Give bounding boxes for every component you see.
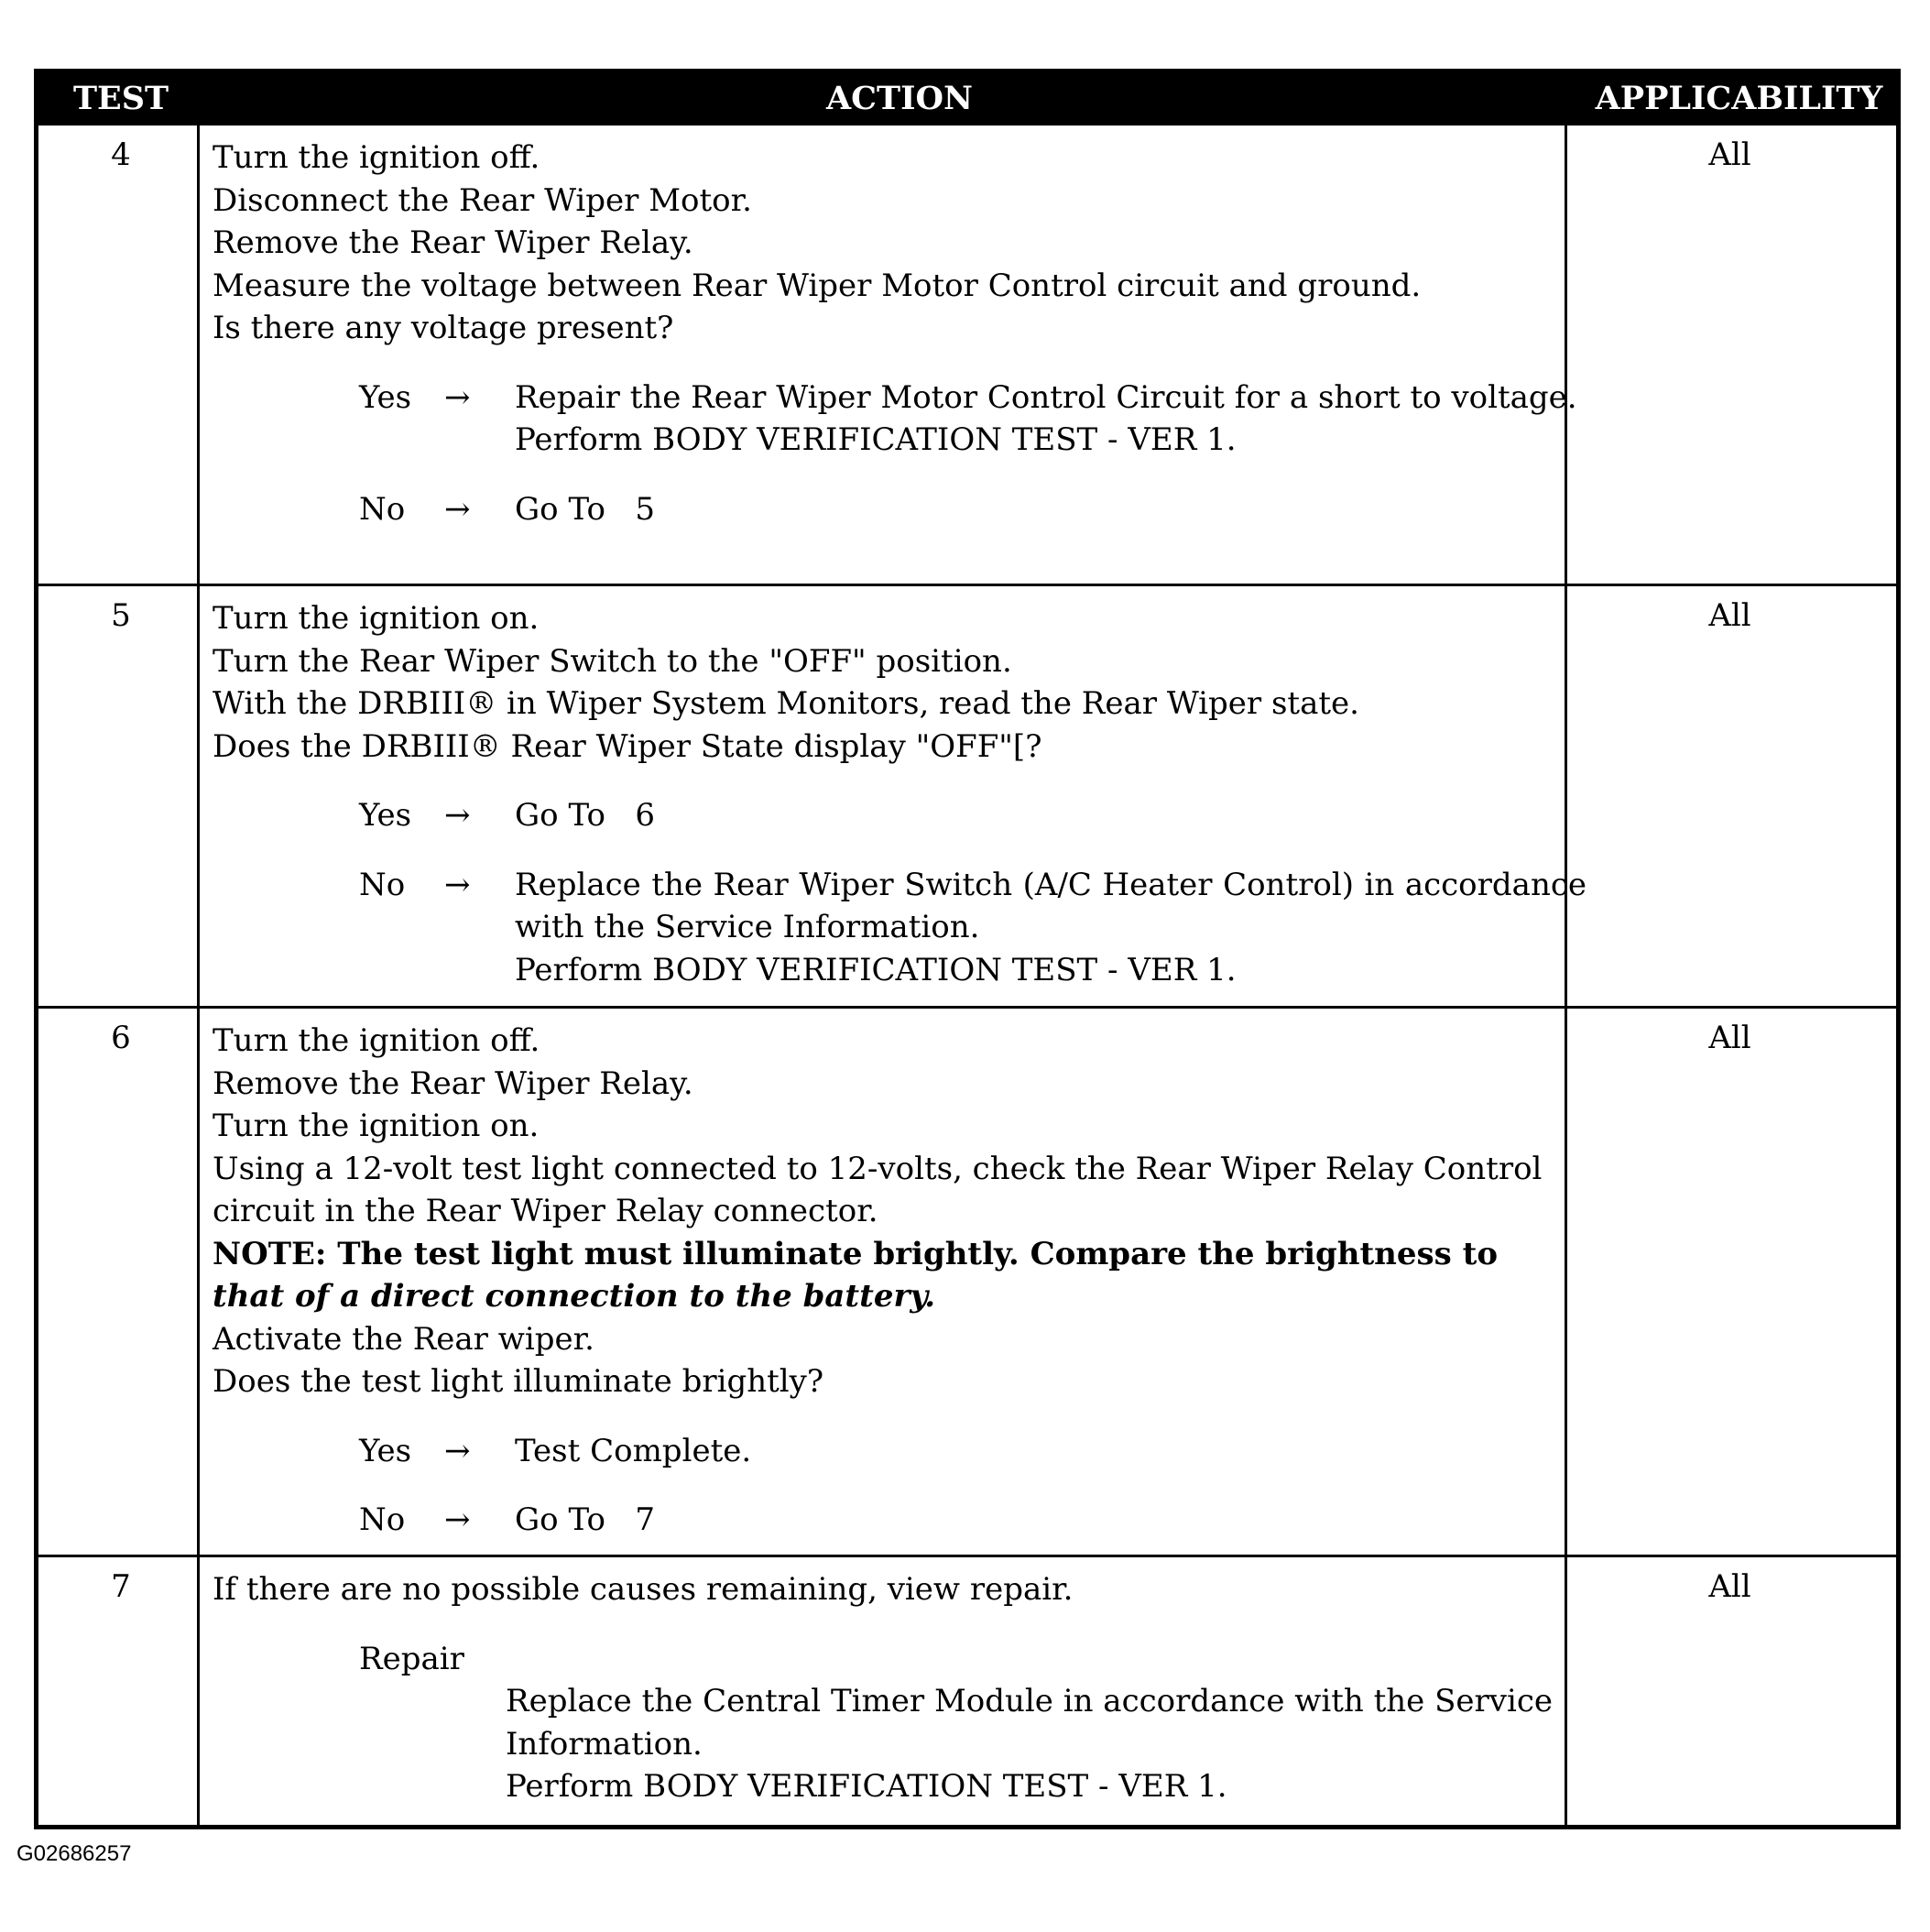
branch-line: Perform BODY VERIFICATION TEST - VER 1. [515, 421, 1237, 458]
table-header [38, 73, 1896, 126]
branch-label: Yes [359, 797, 412, 834]
repair-label: Repair [359, 1640, 464, 1677]
repair-text [506, 1680, 1587, 1808]
figure-code: G02686257 [16, 1841, 132, 1866]
repair-line: Replace the Central Timer Module in accordance with the Service Information. [506, 1683, 1554, 1763]
step-text: Using a 12-volt test light connected to 12-volts, check the Rear Wiper Relay Control circuit in the Rear Wiper Relay connector. [213, 1150, 1543, 1229]
arrow-icon: → [444, 866, 471, 903]
applicability-cell: All [1708, 1020, 1751, 1056]
repair-line: Perform BODY VERIFICATION TEST - VER 1. [506, 1768, 1227, 1805]
arrow-icon: → [444, 378, 471, 416]
branch-label: No [359, 866, 406, 903]
note-text: NOTE: The test light must illuminate brightly. Compare the brightness to [213, 1235, 1499, 1272]
branch-line: Go To 6 [515, 797, 655, 834]
step-text: Turn the ignition off. [213, 139, 540, 176]
step-text: With the DRBIII® in Wiper System Monitors, read the Rear Wiper state. [213, 685, 1359, 722]
applicability-cell: All [1708, 1568, 1751, 1605]
step-text: Remove the Rear Wiper Relay. [213, 1064, 693, 1102]
branch-line: Test Complete. [515, 1432, 752, 1469]
branch-label: Yes [359, 1432, 412, 1469]
branch-text [515, 488, 1587, 531]
step-text: Remove the Rear Wiper Relay. [213, 224, 693, 261]
step-text: Turn the Rear Wiper Switch to the "OFF" position. [213, 642, 1012, 680]
branch-no [213, 488, 1587, 531]
step-text: Is there any voltage present? [213, 310, 674, 346]
arrow-icon: → [444, 797, 471, 834]
test-number: 7 [111, 1568, 131, 1605]
branch-text [515, 1499, 1587, 1542]
table-row [38, 1009, 1896, 1555]
arrow-icon: → [444, 490, 471, 528]
step-text: Does the test light illuminate brightly? [213, 1363, 824, 1400]
branch-text [515, 864, 1587, 992]
step-text: Activate the Rear wiper. [213, 1320, 594, 1358]
branch-text [515, 1430, 1587, 1473]
step-text: Turn the ignition on. [213, 1108, 540, 1144]
step-text: If there are no possible causes remaining, view repair. [213, 1571, 1074, 1608]
branch-label: No [359, 1501, 406, 1538]
action-cell [213, 597, 1587, 991]
step-text: Does the DRBIII® Rear Wiper State display "OFF"[? [213, 727, 1042, 765]
table-row [38, 126, 1896, 584]
branch-line: Go To 5 [515, 490, 655, 528]
table-row [38, 1557, 1896, 1825]
branch-text [515, 794, 1587, 837]
branch-label: No [359, 490, 406, 528]
applicability-cell: All [1708, 136, 1751, 173]
test-number: 4 [111, 136, 131, 173]
branch-yes [213, 1430, 1587, 1473]
arrow-icon: → [444, 1432, 471, 1469]
branch-yes [213, 377, 1587, 462]
table-row [38, 586, 1896, 1006]
branch-line: Replace the Rear Wiper Switch (A/C Heater Control) in accordance with the Service Information. [515, 866, 1587, 945]
action-cell [213, 1568, 1587, 1808]
step-text: Turn the ignition on. [213, 600, 540, 637]
branch-text [515, 377, 1587, 462]
arrow-icon: → [444, 1501, 471, 1538]
branch-line: Go To 7 [515, 1501, 655, 1538]
branch-no [213, 1499, 1587, 1542]
test-number: 6 [111, 1020, 131, 1056]
branch-no [213, 864, 1587, 992]
note-text-italic: that of a direct connection to the battery. [213, 1278, 936, 1315]
branch-line: Perform BODY VERIFICATION TEST - VER 1. [515, 951, 1237, 988]
step-text: Turn the ignition off. [213, 1022, 540, 1059]
header-test: TEST [72, 80, 169, 117]
branch-line: Repair the Rear Wiper Motor Control Circuit for a short to voltage. [515, 378, 1577, 416]
branch-label: Yes [359, 378, 412, 416]
step-text: Disconnect the Rear Wiper Motor. [213, 181, 752, 219]
diagnostic-test-table [34, 69, 1901, 1829]
applicability-cell: All [1708, 597, 1751, 634]
header-applicability: APPLICABILITY [1595, 80, 1883, 117]
step-text: Measure the voltage between Rear Wiper Motor Control circuit and ground. [213, 267, 1422, 304]
action-cell [213, 1020, 1587, 1542]
action-cell [213, 136, 1587, 530]
branch-yes [213, 794, 1587, 837]
test-number: 5 [111, 597, 131, 634]
header-action: ACTION [826, 80, 973, 117]
